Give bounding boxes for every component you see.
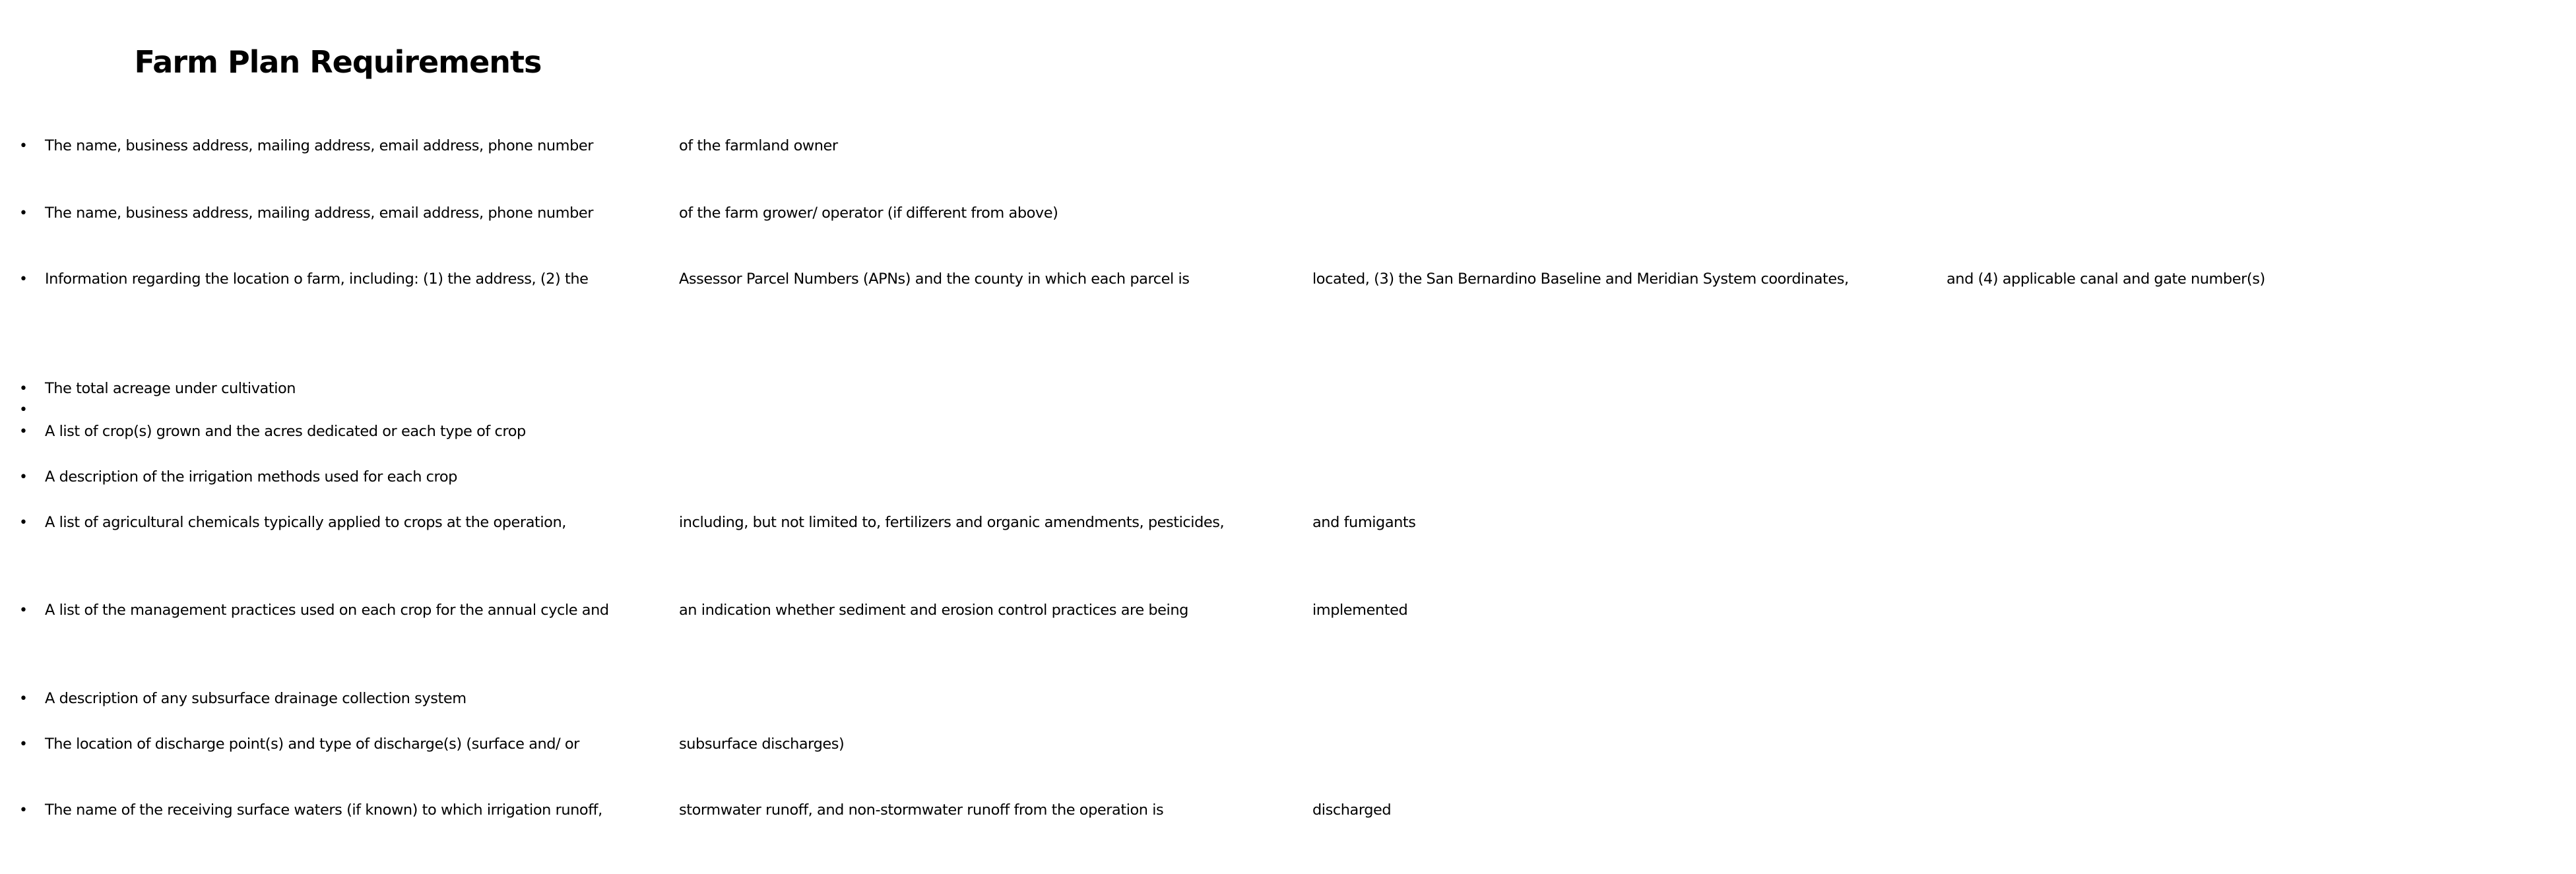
bullet-icon: • [19,602,28,619]
list-item-text [45,421,674,443]
list-item-line: The name of the receiving surface waters (if known) to which irrigation runoff, [45,801,602,819]
bullet-icon: • [19,423,28,440]
bullet-icon: • [19,205,28,222]
list-item-line: of the farmland owner [678,137,838,154]
list-item-line: A list of agricultural chemicals typically applied to crops at the operation, [45,514,566,531]
bullet-icon: • [19,271,28,288]
bullet-icon: • [19,802,28,819]
list-item-line: and (4) applicable canal and gate number(s) [1947,270,2265,288]
list-item-line: The location of discharge point(s) and type of discharge(s) (surface and/ or [45,735,579,753]
list-item-text [45,688,674,710]
list-item-text [45,799,1392,821]
bullet-icon: • [19,469,28,485]
list-item-line: subsurface discharges) [678,735,845,753]
list-item-line: The name, business address, mailing address, email address, phone number [45,137,594,154]
list-item-line: A list of crop(s) grown and the acres dedicated or each type of crop [45,423,526,440]
list-item-text [45,512,1416,534]
list-item-line: A list of the management practices used on each crop for the annual cycle and [45,602,609,619]
list-item-line: The total acreage under cultivation [45,380,296,397]
list-item-line: an indication whether sediment and erosion control practices are being [678,602,1188,619]
bullet-icon: • [19,381,28,397]
list-item-line: located, (3) the San Bernardino Baseline and Meridian System coordinates, [1312,270,1850,288]
list-item-line: stormwater runoff, and non-stormwater runoff from the operation is [678,801,1163,819]
list-item-line: Information regarding the location o farm, including: (1) the address, (2) the [45,270,589,288]
bullet-icon: • [19,736,28,753]
list-item-line: implemented [1312,602,1408,619]
list-item-line: The name, business address, mailing address, email address, phone number [45,204,594,222]
page-title: Farm Plan Requirements [134,44,542,80]
list-item-line: Assessor Parcel Numbers (APNs) and the county in which each parcel is [678,270,1190,288]
list-item-line: including, but not limited to, fertilizers and organic amendments, pesticides, [678,514,1224,531]
list-item-text [45,268,2265,290]
list-item-text [45,399,674,421]
bullet-icon: • [19,402,28,418]
list-item-text [45,600,1408,621]
list-item-line: of the farm grower/ operator (if different from above) [678,204,1058,222]
list-item-text [45,135,838,157]
list-item-line: discharged [1312,801,1392,819]
list-item-text [45,378,674,400]
list-item-text [45,203,1058,224]
bullet-icon: • [19,691,28,707]
list-item-text [45,466,674,488]
list-item-line: A description of any subsurface drainage collection system [45,690,467,707]
list-item-line: and fumigants [1312,514,1416,531]
bullet-icon: • [19,138,28,154]
bullet-icon: • [19,515,28,531]
list-item-line: A description of the irrigation methods used for each crop [45,468,457,485]
list-item-text [45,734,845,755]
